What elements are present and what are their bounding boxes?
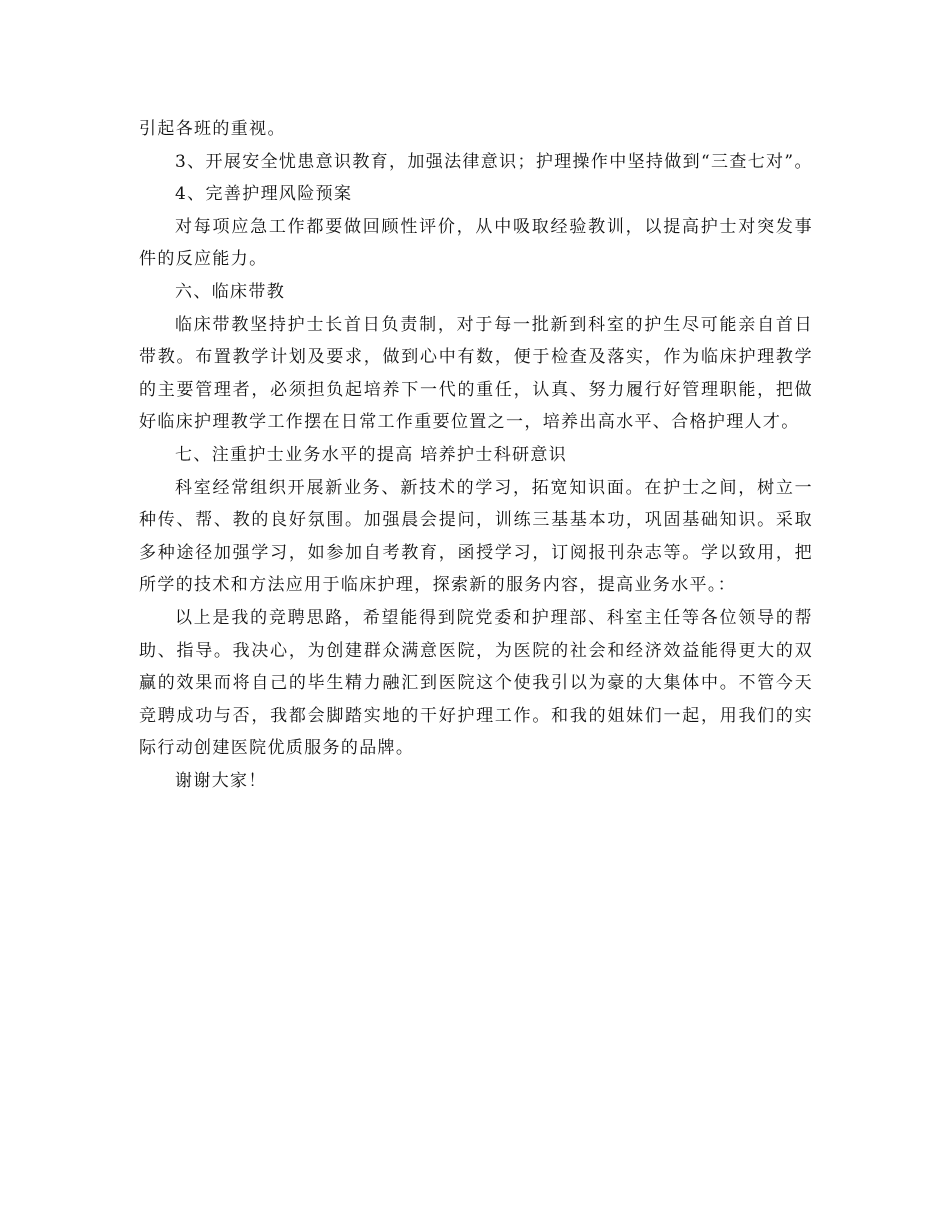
- section-heading: 六、临床带教: [175, 281, 286, 302]
- section-heading: 4、完善护理风险预案: [175, 184, 353, 205]
- closing-line: 谢谢大家！: [175, 770, 267, 791]
- paragraph: 以上是我的竞聘思路，希望能得到院党委和护理部、科室主任等各位领导的帮助、指导。我决心，为创建群众满意医院，为医院的社会和经济效益能得更大的双赢的效果而将自己的毕生精力融汇到医院这个使我引以为豪的大集体中。不管今天竞聘成功与否，我都会脚踏实地的干好护理工作。和我的姐妹们一起，用我们的实际行动创建医院优质服务的品牌。: [139, 607, 813, 759]
- paragraph: 临床带教坚持护士长首日负责制，对于每一批新到科室的护生尽可能亲自首日带教。布置教学计划及要求，做到心中有数，便于检查及落实，作为临床护理教学的主要管理者，必须担负起培养下一代的重任，认真、努力履行好管理职能，把做好临床护理教学工作摆在日常工作重要位置之一，培养出高水平、合格护理人才。: [139, 314, 813, 433]
- document-body: [139, 113, 813, 797]
- paragraph: 3、开展安全忧患意识教育，加强法律意识；护理操作中坚持做到“三查七对”。: [175, 151, 813, 172]
- paragraph: 对每项应急工作都要做回顾性评价，从中吸取经验教训，以提高护士对突发事件的反应能力。: [139, 216, 813, 270]
- section-heading: 七、注重护士业务水平的提高 培养护士科研意识: [175, 444, 568, 465]
- paragraph: 科室经常组织开展新业务、新技术的学习，拓宽知识面。在护士之间，树立一种传、帮、教的良好氛围。加强晨会提问，训练三基基本功，巩固基础知识。采取多种途径加强学习，如参加自考教育，函授学习，订阅报刊杂志等。学以致用，把所学的技术和方法应用于临床护理，探索新的服务内容，提高业务水平。：: [139, 477, 813, 596]
- paragraph: 引起各班的重视。: [139, 119, 286, 139]
